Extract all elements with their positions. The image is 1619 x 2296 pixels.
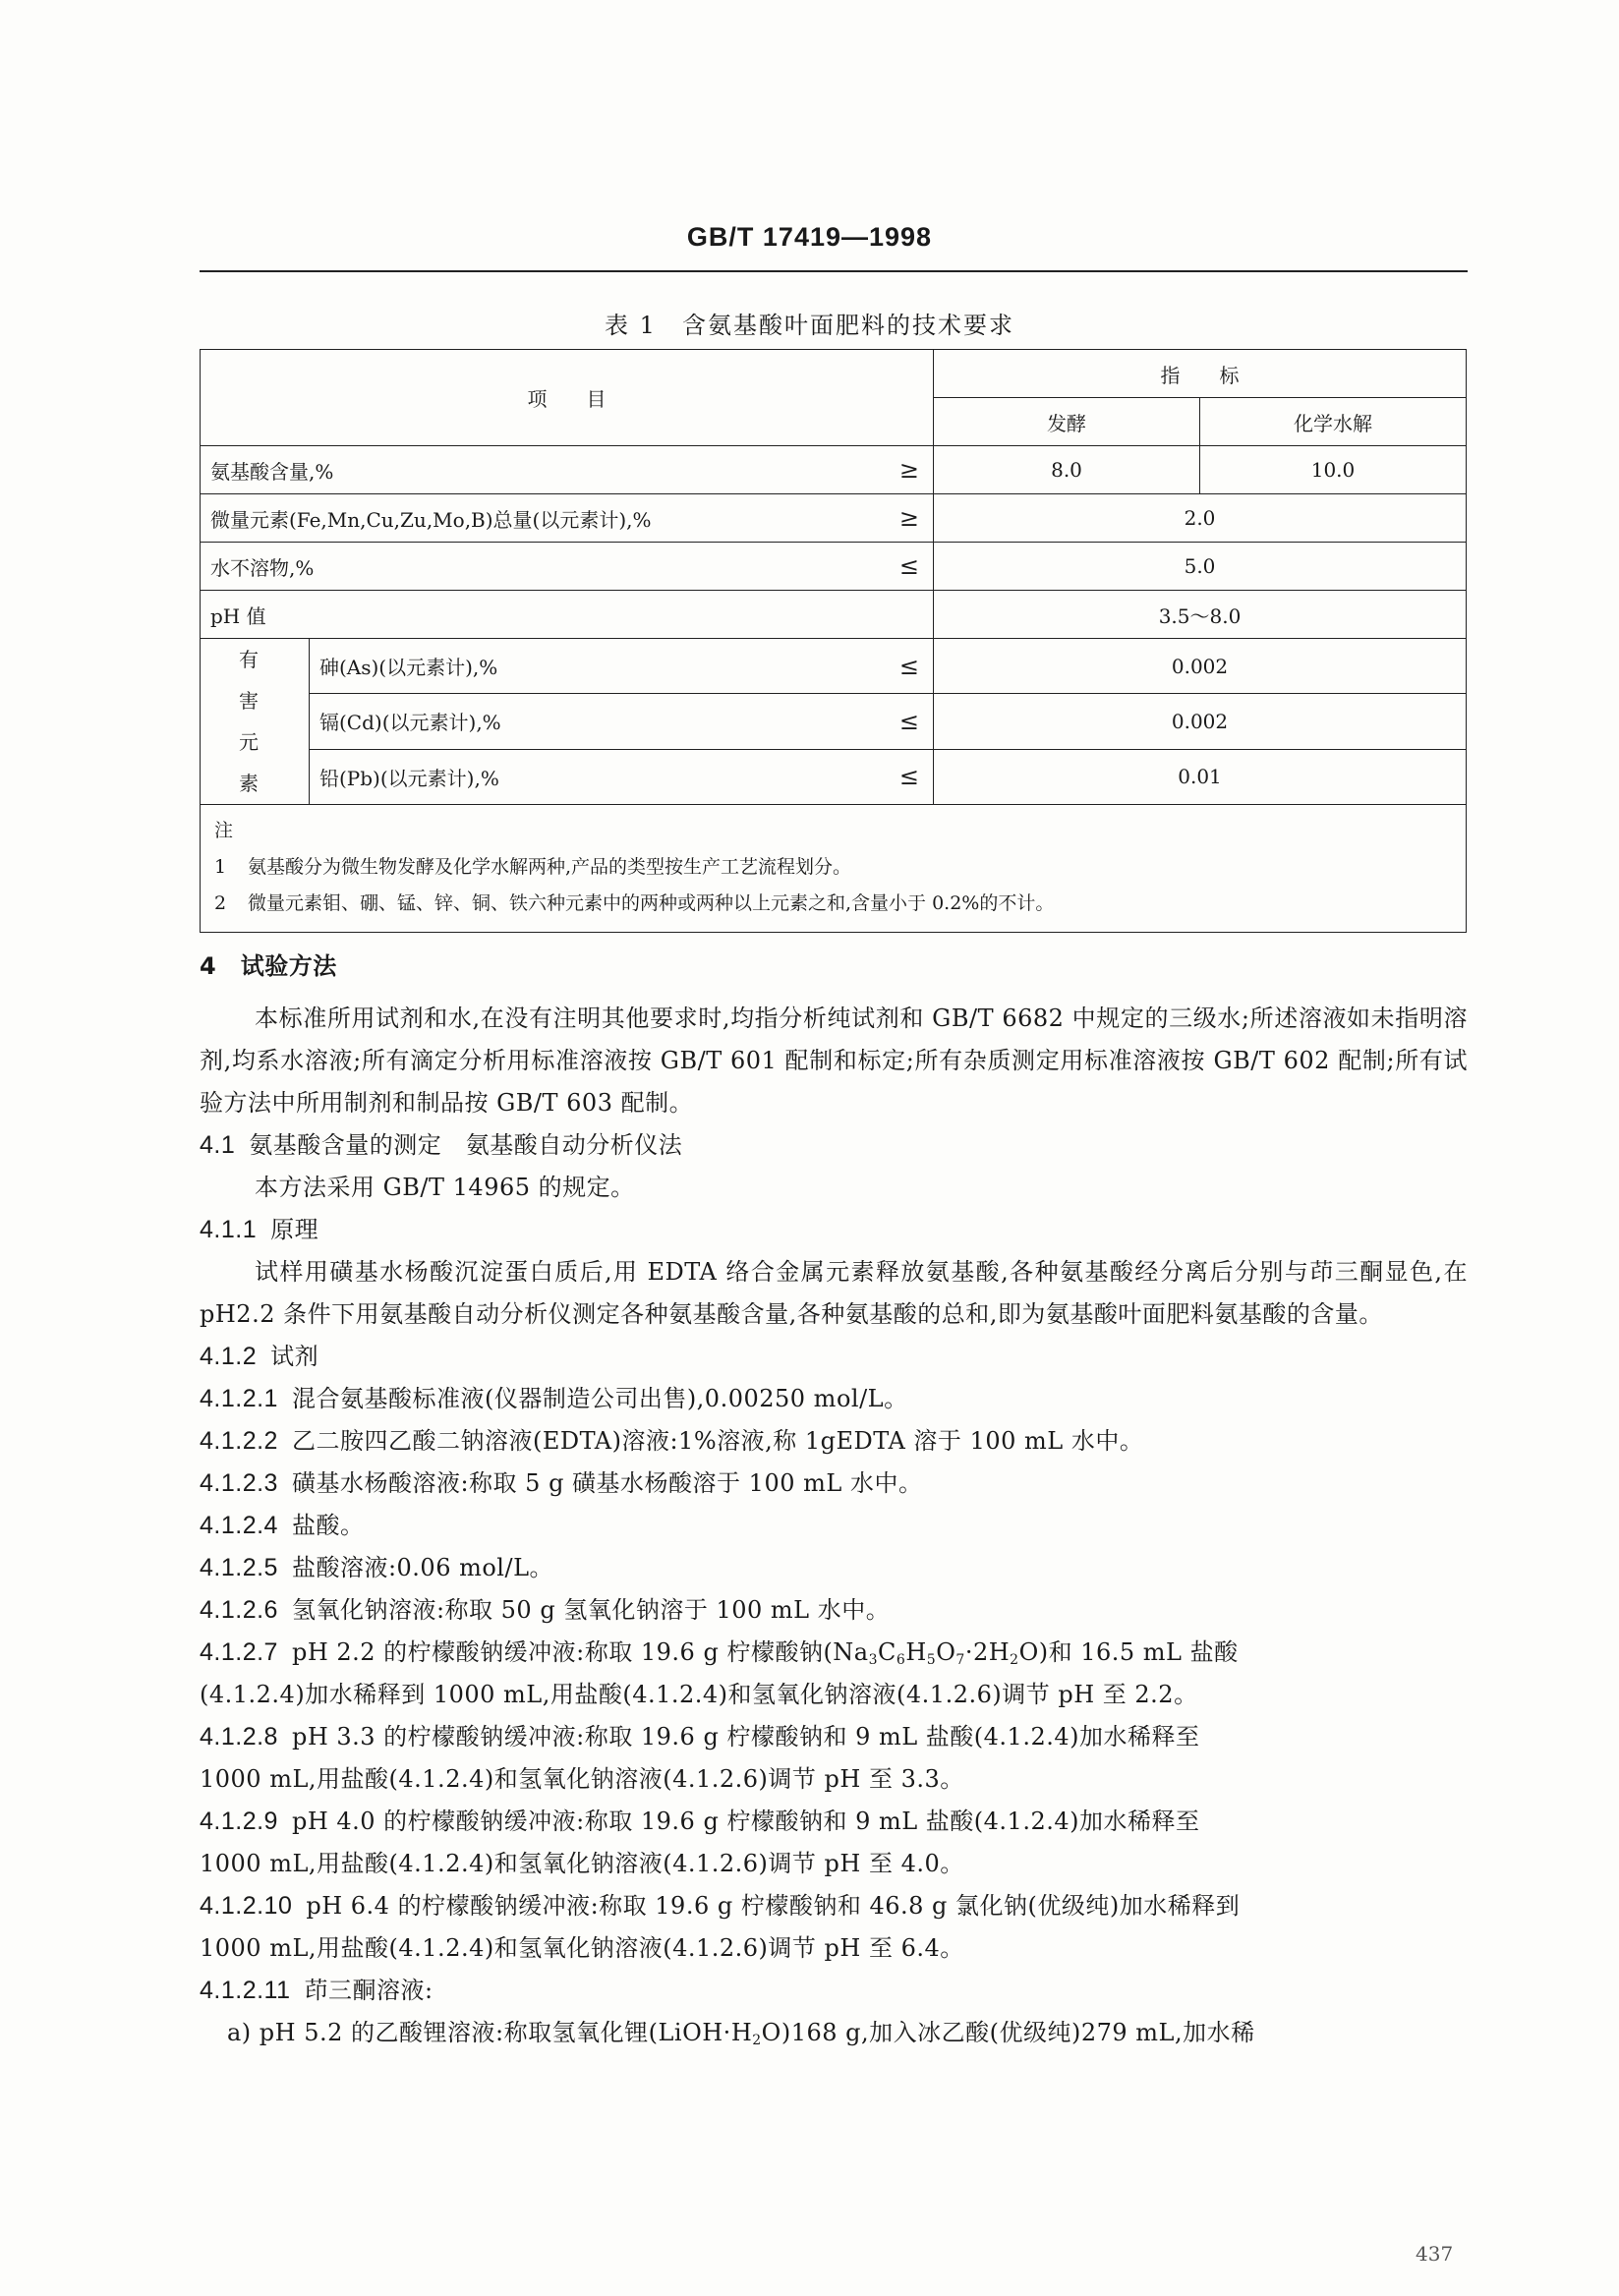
row-label: 氨基酸含量,%	[201, 446, 863, 494]
table-row	[201, 591, 1467, 639]
reagent-item-cont: (4.1.2.4)加水稀释到 1000 mL,用盐酸(4.1.2.4)和氢氧化钠溶液(4.1.2.6)调节 pH 至 2.2。	[200, 1681, 1198, 1708]
table-row	[201, 543, 1467, 591]
reagent-subitem: a) pH 5.2 的乙酸锂溶液:称取氢氧化锂$(LiOH\cdot H_2O)168$ g,加入冰乙酸(优级纯)279 mL,加水稀	[227, 2019, 1255, 2048]
cell-value: 0.002	[934, 694, 1467, 749]
section-4	[200, 946, 1468, 2054]
paragraph: 本方法采用 GB/T 14965 的规定。	[255, 1174, 635, 1201]
le-symbol: ≤	[862, 543, 934, 591]
notes-title: 注	[214, 820, 234, 841]
paragraph: 试样用磺基水杨酸沉淀蛋白质后,用 EDTA 络合金属元素释放氨基酸,各种氨基酸经分离后分别与茚三酮显色,在 pH2.2 条件下用氨基酸自动分析仪测定各种氨基酸含量,各种氨基酸的总和,即为氨基酸叶面肥料氨基酸的含量。	[200, 1258, 1468, 1328]
le-symbol: ≤	[862, 749, 934, 804]
row-label: pH 值	[201, 591, 934, 639]
subsection-4-1-2: 4.1.2 试剂	[200, 1343, 319, 1370]
subsection-4-1-1: 4.1.1 原理	[200, 1216, 319, 1243]
standard-code: GB/T 17419—1998	[686, 222, 933, 252]
le-symbol: ≤	[862, 694, 934, 749]
ge-symbol: ≥	[862, 446, 934, 494]
cell-value: 8.0	[934, 446, 1200, 494]
table-row	[201, 639, 1467, 694]
section-heading: 4 试验方法	[200, 952, 337, 980]
cell-value: 0.01	[934, 749, 1467, 804]
spec-table	[200, 349, 1467, 933]
reagent-item: 4.1.2.8 pH 3.3 的柠檬酸钠缓冲液:称取 19.6 g 柠檬酸钠和 9 mL 盐酸(4.1.2.4)加水稀释至	[200, 1723, 1200, 1751]
intro-paragraph: 本标准所用试剂和水,在没有注明其他要求时,均指分析纯试剂和 GB/T 6682 中规定的三级水;所述溶液如未指明溶剂,均系水溶液;所有滴定分析用标准溶液按 GB/T 601 配制和标定;所有杂质测定用标准溶液按 GB/T 602 配制;所有试验方法中所用制剂和制品按 GB/T 603 配制。	[200, 1004, 1468, 1117]
row-label: 水不溶物,%	[201, 543, 863, 591]
table-row	[201, 749, 1467, 804]
item-header: 项 目	[201, 350, 934, 446]
reagent-item-cont: 1000 mL,用盐酸(4.1.2.4)和氢氧化钠溶液(4.1.2.6)调节 pH 至 6.4。	[200, 1934, 964, 1962]
reagent-item: 4.1.2.1 混合氨基酸标准液(仪器制造公司出售),0.00250 mol/L。	[200, 1385, 908, 1412]
cell-value: 2.0	[934, 494, 1467, 543]
ge-symbol: ≥	[862, 494, 934, 543]
reagent-item: 4.1.2.2 乙二胺四乙酸二钠溶液(EDTA)溶液:1%溶液,称 1gEDTA 溶于 100 mL 水中。	[200, 1427, 1144, 1455]
table-caption: 表 1 含氨基酸叶面肥料的技术要求	[605, 312, 1014, 339]
page-number: 437	[1416, 2242, 1454, 2266]
row-label: 镉(Cd)(以元素计),%	[310, 694, 863, 749]
row-label: 微量元素(Fe,Mn,Cu,Zu,Mo,B)总量(以元素计),%	[201, 494, 863, 543]
reagent-item: 4.1.2.11 茚三酮溶液:	[200, 1977, 434, 2004]
table-notes	[201, 805, 1467, 933]
table-row	[201, 446, 1467, 494]
subsection-4-1: 4.1 氨基酸含量的测定 氨基酸自动分析仪法	[200, 1131, 683, 1159]
reagent-item-cont: 1000 mL,用盐酸(4.1.2.4)和氢氧化钠溶液(4.1.2.6)调节 pH 至 3.3。	[200, 1765, 964, 1793]
reagent-item: 4.1.2.9 pH 4.0 的柠檬酸钠缓冲液:称取 19.6 g 柠檬酸钠和 9 mL 盐酸(4.1.2.4)加水稀释至	[200, 1808, 1200, 1835]
header-rule	[200, 270, 1468, 272]
reagent-item: 4.1.2.6 氢氧化钠溶液:称取 50 g 氢氧化钠溶于 100 mL 水中。	[200, 1596, 891, 1624]
cell-value: 10.0	[1200, 446, 1467, 494]
cell-value: 0.002	[934, 639, 1467, 694]
reagent-item: 4.1.2.7 pH 2.2 的柠檬酸钠缓冲液:称取 19.6 g 柠檬酸钠$(Na_3C_6H_5O_7\cdot 2H_2O)$和 16.5 mL 盐酸	[200, 1638, 1239, 1668]
note-item: 1 氨基酸分为微生物发酵及化学水解两种,产品的类型按生产工艺流程划分。	[214, 856, 852, 878]
index-header: 指 标	[934, 350, 1467, 398]
reagent-item: 4.1.2.3 磺基水杨酸溶液:称取 5 g 磺基水杨酸溶于 100 mL 水中。	[200, 1469, 923, 1497]
le-symbol: ≤	[862, 639, 934, 694]
hydrolysis-header: 化学水解	[1200, 398, 1467, 446]
row-label: 砷(As)(以元素计),%	[310, 639, 863, 694]
cell-value: 5.0	[934, 543, 1467, 591]
harmful-group-label: 有 害 元 素	[201, 639, 310, 805]
reagent-item: 4.1.2.4 盐酸。	[200, 1512, 365, 1539]
cell-value: 3.5～8.0	[934, 591, 1467, 639]
table-row	[201, 494, 1467, 543]
table-row	[201, 694, 1467, 749]
reagent-item-cont: 1000 mL,用盐酸(4.1.2.4)和氢氧化钠溶液(4.1.2.6)调节 pH 至 4.0。	[200, 1850, 964, 1877]
reagent-item: 4.1.2.10 pH 6.4 的柠檬酸钠缓冲液:称取 19.6 g 柠檬酸钠和 46.8 g 氯化钠(优级纯)加水稀释到	[200, 1892, 1241, 1920]
reagent-item: 4.1.2.5 盐酸溶液:0.06 mol/L。	[200, 1554, 554, 1581]
note-item: 2 微量元素钼、硼、锰、锌、铜、铁六种元素中的两种或两种以上元素之和,含量小于 0.2%的不计。	[214, 892, 1055, 914]
fermentation-header: 发酵	[934, 398, 1200, 446]
row-label: 铅(Pb)(以元素计),%	[310, 749, 863, 804]
